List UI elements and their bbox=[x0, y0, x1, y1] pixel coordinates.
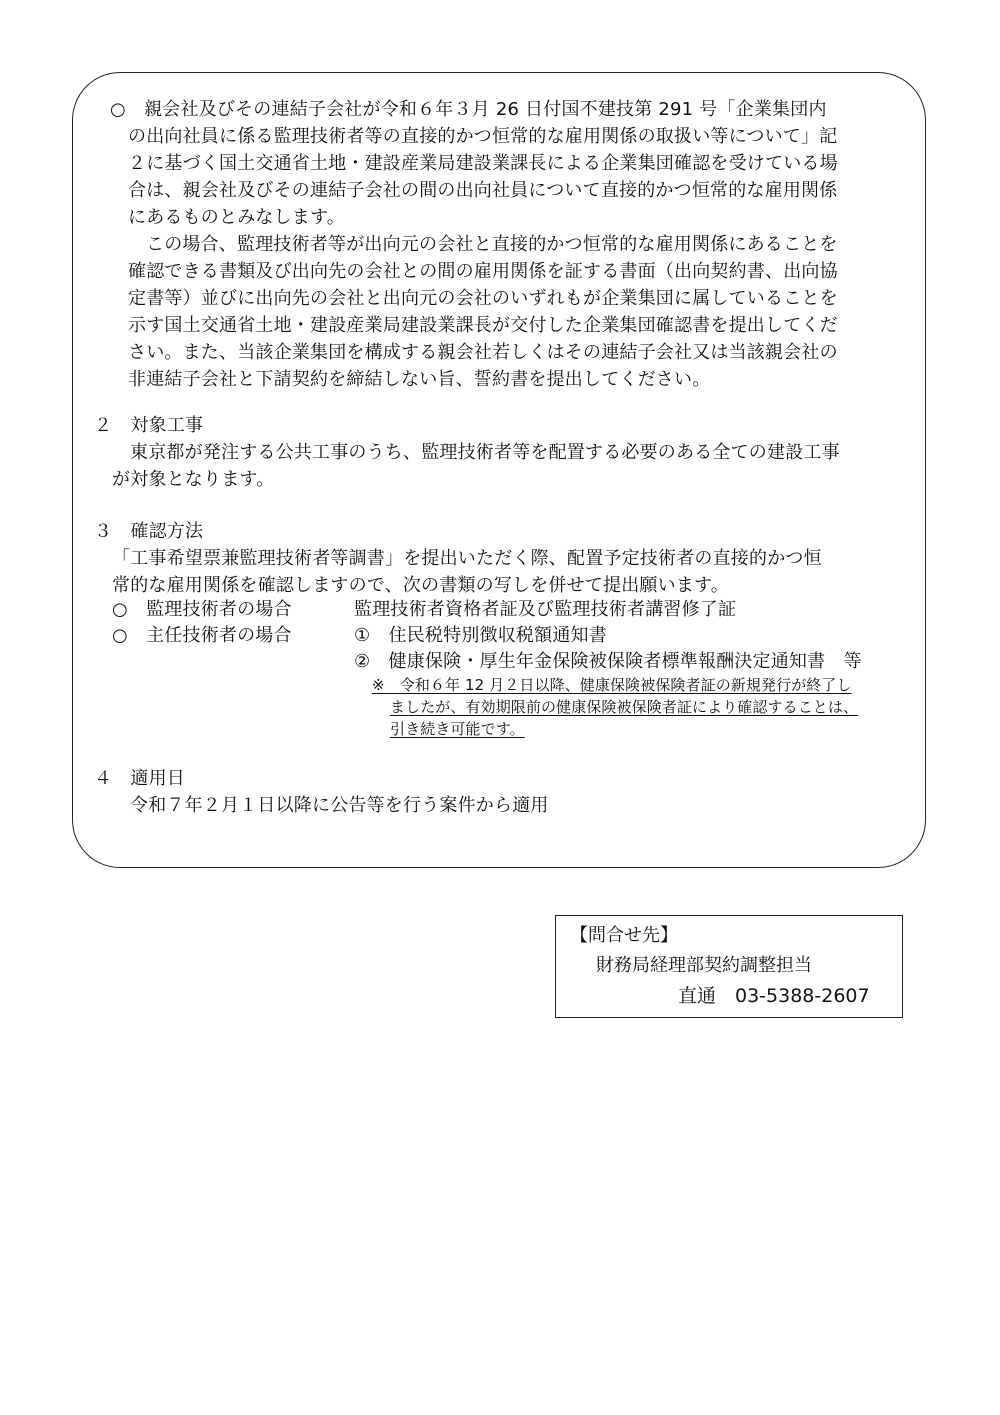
notice-case-line: 確認できる書類及び出向先の会社との間の雇用関係を証する書面（出向契約書、出向協 bbox=[128, 261, 838, 282]
section-body-line: 東京都が発注する公共工事のうち、監理技術者等を配置する必要のある全ての建設工事 bbox=[130, 442, 840, 463]
shunin-item-2: ② 健康保険・厚生年金保険被保険者標準報酬決定通知書 等 bbox=[354, 651, 862, 672]
note-line: ましたが、有効期限前の健康保険被保険者証により確認することは、 bbox=[390, 698, 859, 716]
section-body-line: が対象となります。 bbox=[112, 469, 275, 490]
section-body-line: 常的な雇用関係を確認しますので、次の書類の写しを併せて提出願います。 bbox=[112, 575, 729, 596]
contact-title: 【問合せ先】 bbox=[570, 925, 678, 946]
shunin-item-1: ① 住民税特別徴収税額通知書 bbox=[354, 625, 607, 646]
section-body-line: 令和７年２月１日以降に公告等を行う案件から適用 bbox=[130, 795, 549, 816]
kanri-value: 監理技術者資格者証及び監理技術者講習修了証 bbox=[354, 599, 737, 620]
section-heading: ２ 対象工事 bbox=[94, 415, 204, 436]
note-line: 引き続き可能です。 bbox=[390, 720, 525, 738]
notice-case-line: 示す国土交通省土地・建設産業局建設業課長が交付した企業集団確認書を提出してくだ bbox=[128, 315, 838, 336]
notice-case-line: さい。また、当該企業集団を構成する親会社若しくはその連結子会社又は当該親会社の bbox=[128, 342, 838, 363]
notice-bullet-line: にあるものとみなします。 bbox=[128, 207, 345, 228]
notice-bullet-line: の出向社員に係る監理技術者等の直接的かつ恒常的な雇用関係の取扱い等について」記 bbox=[128, 126, 838, 147]
shunin-label: ○ 主任技術者の場合 bbox=[112, 625, 292, 646]
notice-case-line: この場合、監理技術者等が出向元の会社と直接的かつ恒常的な雇用関係にあることを bbox=[146, 234, 838, 255]
section-heading: ３ 確認方法 bbox=[94, 521, 204, 542]
contact-phone: 直通 03-5388-2607 bbox=[678, 985, 870, 1007]
notice-bullet-line: 合は、親会社及びその連結子会社の間の出向社員について直接的かつ恒常的な雇用関係 bbox=[128, 180, 838, 201]
section-heading: ４ 適用日 bbox=[94, 768, 185, 789]
note-line: ※ 令和６年 12 月２日以降、健康保険被保険者証の新規発行が終了し bbox=[372, 676, 852, 694]
notice-bullet-line: ○ 親会社及びその連結子会社が令和６年３月 26 日付国不建技第 291 号「企業集団内 bbox=[110, 99, 827, 120]
notice-bullet-line: ２に基づく国土交通省土地・建設産業局建設業課長による企業集団確認を受けている場 bbox=[128, 153, 838, 174]
kanri-label: ○ 監理技術者の場合 bbox=[112, 599, 292, 620]
section-body-line: 「工事希望票兼監理技術者等調書」を提出いただく際、配置予定技術者の直接的かつ恒 bbox=[112, 548, 822, 569]
contact-dept: 財務局経理部契約調整担当 bbox=[596, 955, 812, 976]
notice-case-line: 定書等）並びに出向先の会社と出向元の会社のいずれもが企業集団に属していることを bbox=[128, 288, 838, 309]
contact-box bbox=[555, 915, 903, 1018]
notice-case-line: 非連結子会社と下請契約を締結しない旨、誓約書を提出してください。 bbox=[128, 369, 711, 390]
